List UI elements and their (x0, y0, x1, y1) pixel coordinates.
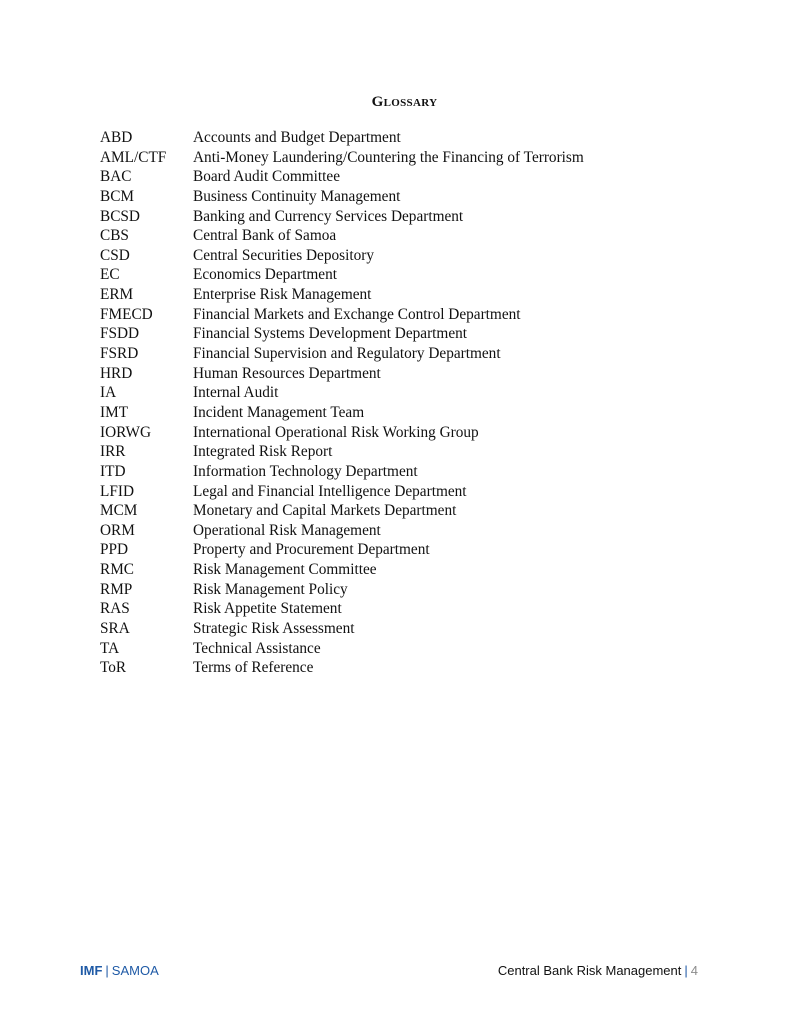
glossary-definition: Financial Systems Development Department (193, 325, 468, 343)
glossary-definition: Financial Supervision and Regulatory Department (193, 345, 501, 363)
glossary-abbreviation: CBS (100, 227, 129, 245)
glossary-definition: Information Technology Department (193, 462, 418, 480)
glossary-abbreviation: PPD (100, 541, 129, 559)
glossary-entry (100, 148, 700, 168)
glossary-definition: Legal and Financial Intelligence Department (193, 482, 467, 500)
glossary-entry (100, 246, 700, 266)
glossary-abbreviation: FMECD (100, 305, 153, 323)
glossary-definition: Banking and Currency Services Department (193, 207, 464, 225)
glossary-abbreviation: EC (100, 266, 120, 284)
glossary-abbreviation: RMP (100, 580, 133, 598)
glossary-entry (100, 128, 700, 148)
glossary-definition: Central Bank of Samoa (193, 227, 337, 245)
glossary-abbreviation: FSRD (100, 345, 139, 363)
glossary-entry (100, 324, 700, 344)
glossary-definition: Operational Risk Management (193, 521, 381, 539)
glossary-abbreviation: LFID (100, 482, 134, 500)
glossary-definition: Human Resources Department (193, 364, 381, 382)
glossary-definition: Terms of Reference (193, 659, 314, 677)
footer-org: IMF (80, 963, 103, 978)
glossary-entry (100, 501, 700, 521)
glossary-abbreviation: ABD (100, 129, 133, 146)
glossary-entry (100, 226, 700, 246)
glossary-abbreviation: TA (100, 639, 120, 657)
glossary-definition: International Operational Risk Working Group (193, 423, 479, 441)
glossary-definition: Economics Department (193, 266, 337, 284)
glossary-entry (100, 619, 700, 639)
glossary-definition: Board Audit Committee (193, 168, 341, 186)
glossary-definition: Business Continuity Management (193, 187, 401, 205)
glossary-abbreviation: RAS (100, 600, 130, 618)
footer-right-separator: | (684, 963, 688, 978)
glossary-entry (100, 482, 700, 502)
glossary-entry (100, 167, 700, 187)
glossary-abbreviation: IORWG (100, 423, 151, 441)
glossary-abbreviation: RMC (100, 561, 135, 579)
glossary-definition: Property and Procurement Department (193, 541, 430, 559)
glossary-entry (100, 540, 700, 560)
glossary-abbreviation: HRD (100, 364, 133, 382)
glossary-definition: Integrated Risk Report (193, 443, 333, 461)
glossary-entry (100, 599, 700, 619)
glossary-abbreviation: ORM (100, 521, 135, 539)
glossary-definition: Central Securities Depository (193, 246, 374, 264)
glossary-entry (100, 305, 700, 325)
glossary-abbreviation: MCM (100, 502, 138, 520)
glossary-entry (100, 187, 700, 207)
glossary-entry (100, 265, 700, 285)
glossary-entry (100, 423, 700, 443)
glossary-abbreviation: ITD (100, 462, 126, 480)
glossary-list (100, 128, 700, 678)
glossary-definition: Risk Management Committee (193, 561, 377, 579)
glossary-abbreviation: BAC (100, 168, 132, 186)
glossary-abbreviation: IMT (100, 403, 129, 421)
glossary-definition: Risk Appetite Statement (193, 600, 342, 618)
glossary-abbreviation: IRR (100, 443, 126, 461)
glossary-entry (100, 462, 700, 482)
glossary-entry (100, 207, 700, 227)
glossary-abbreviation: BCM (100, 187, 135, 205)
glossary-entry (100, 521, 700, 541)
footer-doc-title: Central Bank Risk Management (497, 963, 682, 978)
glossary-definition: Risk Management Policy (193, 580, 348, 598)
glossary-entry (100, 344, 700, 364)
page-title: Glossary (371, 94, 438, 110)
glossary-entry (100, 364, 700, 384)
page-number: 4 (690, 963, 698, 978)
glossary-definition: Accounts and Budget Department (193, 129, 401, 146)
glossary-definition: Enterprise Risk Management (193, 286, 372, 304)
footer-country: SAMOA (111, 963, 159, 978)
glossary-abbreviation: SRA (100, 620, 130, 638)
glossary-entry (100, 639, 700, 659)
glossary-definition: Internal Audit (193, 384, 279, 402)
glossary-abbreviation: AML/CTF (100, 148, 167, 166)
glossary-abbreviation: ToR (100, 659, 127, 677)
glossary-definition: Anti-Money Laundering/Countering the Financing of Terrorism (193, 148, 584, 166)
footer-document-info (498, 962, 698, 980)
glossary-entry (100, 658, 700, 678)
glossary-definition: Strategic Risk Assessment (193, 620, 355, 638)
glossary-entry (100, 285, 700, 305)
footer-publisher (80, 962, 159, 980)
page-footer (80, 962, 698, 980)
glossary-abbreviation: ERM (100, 286, 134, 304)
glossary-entry (100, 442, 700, 462)
glossary-entry (100, 383, 700, 403)
glossary-abbreviation: IA (100, 384, 117, 402)
glossary-definition: Monetary and Capital Markets Department (193, 502, 457, 520)
glossary-abbreviation: CSD (100, 246, 130, 264)
glossary-abbreviation: FSDD (100, 325, 140, 343)
glossary-entry (100, 560, 700, 580)
glossary-abbreviation: BCSD (100, 207, 140, 225)
glossary-entry (100, 403, 700, 423)
glossary-entry (100, 580, 700, 600)
glossary-definition: Financial Markets and Exchange Control Department (193, 305, 521, 323)
glossary-definition: Technical Assistance (193, 639, 321, 657)
footer-left-separator: | (105, 963, 109, 978)
glossary-definition: Incident Management Team (193, 403, 365, 421)
